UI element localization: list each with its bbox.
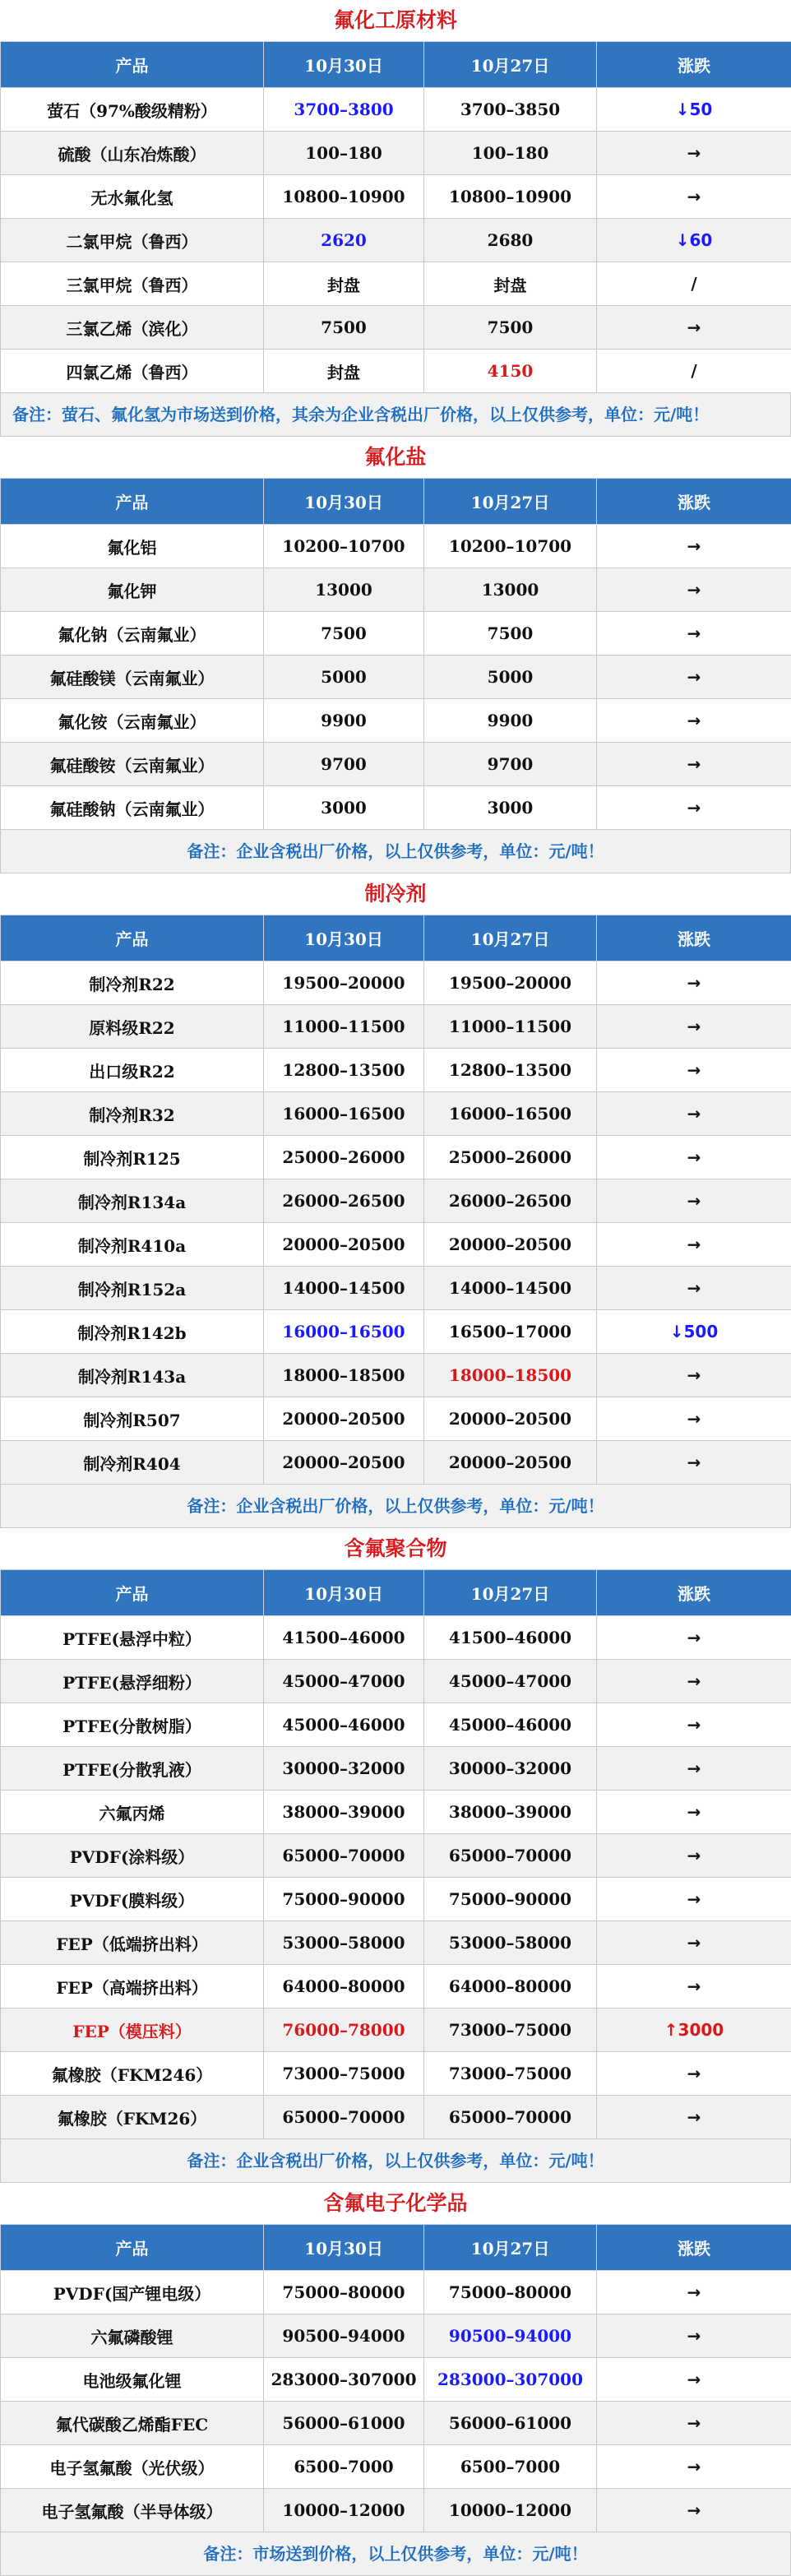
price-date-1-cell: 16000–16500: [264, 1092, 424, 1136]
change-cell: →: [597, 1136, 791, 1179]
price-table: [0, 41, 791, 393]
table-row: [1, 1791, 791, 1834]
price-date-1-cell: 5000: [264, 656, 424, 699]
product-name-cell: 三氯甲烷（鲁西）: [1, 262, 264, 306]
header-product: 产品: [1, 2225, 264, 2271]
change-cell: →: [597, 525, 791, 568]
table-row: [1, 1223, 791, 1267]
table-row: [1, 1267, 791, 1310]
price-date-1-cell: 45000–46000: [264, 1703, 424, 1747]
table-row: [1, 1354, 791, 1397]
price-date-2-cell: 18000–18500: [424, 1354, 597, 1397]
price-date-2-cell: 100–180: [424, 132, 597, 175]
table-row: [1, 1092, 791, 1136]
table-row: [1, 1616, 791, 1660]
table-row: [1, 1878, 791, 1921]
change-cell: →: [597, 699, 791, 743]
product-name-cell: 氟化钠（云南氟业）: [1, 612, 264, 656]
change-cell: →: [597, 961, 791, 1005]
product-name-cell: 制冷剂R142b: [1, 1310, 264, 1354]
change-cell: →: [597, 1223, 791, 1267]
product-name-cell: 制冷剂R143a: [1, 1354, 264, 1397]
change-cell: →: [597, 1267, 791, 1310]
change-cell: →: [597, 1397, 791, 1441]
table-row: [1, 1049, 791, 1092]
product-name-cell: 氟橡胶（FKM26）: [1, 2096, 264, 2139]
price-date-2-cell: 10800–10900: [424, 175, 597, 219]
header-date-2: 10月27日: [424, 1570, 597, 1616]
price-date-2-cell: 11000–11500: [424, 1005, 597, 1049]
price-date-1-cell: 20000–20500: [264, 1441, 424, 1485]
change-cell: →: [597, 1878, 791, 1921]
price-date-1-cell: 45000–47000: [264, 1660, 424, 1703]
price-date-1-cell: 9900: [264, 699, 424, 743]
product-name-cell: 制冷剂R410a: [1, 1223, 264, 1267]
product-name-cell: FEP（模压料）: [1, 2008, 264, 2052]
table-header-row: [1, 1570, 791, 1616]
header-product: 产品: [1, 42, 264, 88]
price-date-1-cell: 53000–58000: [264, 1921, 424, 1965]
price-date-2-cell: 16500–17000: [424, 1310, 597, 1354]
table-row: [1, 306, 791, 350]
change-cell: →: [597, 2445, 791, 2489]
price-date-1-cell: 75000–80000: [264, 2271, 424, 2314]
table-row: [1, 2445, 791, 2489]
price-date-2-cell: 7500: [424, 612, 597, 656]
price-date-2-cell: 6500–7000: [424, 2445, 597, 2489]
table-row: [1, 2402, 791, 2445]
product-name-cell: 出口级R22: [1, 1049, 264, 1092]
product-name-cell: FEP（低端挤出料）: [1, 1921, 264, 1965]
price-date-1-cell: 14000–14500: [264, 1267, 424, 1310]
price-date-1-cell: 20000–20500: [264, 1223, 424, 1267]
price-date-2-cell: 26000–26500: [424, 1179, 597, 1223]
change-cell: ↓50: [597, 88, 791, 132]
section-note: 备注：市场送到价格，以上仅供参考，单位：元/吨！: [0, 2532, 791, 2576]
product-name-cell: 制冷剂R125: [1, 1136, 264, 1179]
change-cell: →: [597, 1747, 791, 1791]
table-row: [1, 2008, 791, 2052]
price-table: [0, 478, 791, 830]
table-row: [1, 1397, 791, 1441]
price-date-1-cell: 9700: [264, 743, 424, 786]
table-row: [1, 1660, 791, 1703]
change-cell: →: [597, 1791, 791, 1834]
change-cell: ↑3000: [597, 2008, 791, 2052]
section-title: 氟化盐: [0, 437, 791, 478]
change-cell: →: [597, 568, 791, 612]
change-cell: →: [597, 656, 791, 699]
price-date-1-cell: 64000–80000: [264, 1965, 424, 2008]
price-date-2-cell: 30000–32000: [424, 1747, 597, 1791]
price-date-2-cell: 75000–90000: [424, 1878, 597, 1921]
price-date-2-cell: 封盘: [424, 262, 597, 306]
product-name-cell: 制冷剂R32: [1, 1092, 264, 1136]
table-row: [1, 656, 791, 699]
price-date-1-cell: 75000–90000: [264, 1878, 424, 1921]
price-date-1-cell: 38000–39000: [264, 1791, 424, 1834]
price-date-1-cell: 封盘: [264, 350, 424, 393]
table-row: [1, 568, 791, 612]
header-change: 涨跌: [597, 479, 791, 525]
change-cell: →: [597, 2489, 791, 2532]
table-row: [1, 262, 791, 306]
table-row: [1, 350, 791, 393]
table-row: [1, 2271, 791, 2314]
change-cell: →: [597, 743, 791, 786]
header-date-1: 10月30日: [264, 479, 424, 525]
header-product: 产品: [1, 915, 264, 961]
table-row: [1, 219, 791, 262]
price-date-2-cell: 7500: [424, 306, 597, 350]
price-date-1-cell: 封盘: [264, 262, 424, 306]
price-date-2-cell: 20000–20500: [424, 1223, 597, 1267]
header-date-2: 10月27日: [424, 479, 597, 525]
table-row: [1, 1747, 791, 1791]
price-date-2-cell: 25000–26000: [424, 1136, 597, 1179]
header-change: 涨跌: [597, 1570, 791, 1616]
table-row: [1, 525, 791, 568]
price-date-2-cell: 3000: [424, 786, 597, 830]
product-name-cell: 原料级R22: [1, 1005, 264, 1049]
price-date-1-cell: 16000–16500: [264, 1310, 424, 1354]
table-row: [1, 2314, 791, 2358]
price-date-1-cell: 100–180: [264, 132, 424, 175]
section-note: 备注：企业含税出厂价格，以上仅供参考，单位：元/吨！: [0, 830, 791, 873]
price-date-1-cell: 11000–11500: [264, 1005, 424, 1049]
product-name-cell: 制冷剂R404: [1, 1441, 264, 1485]
price-date-2-cell: 4150: [424, 350, 597, 393]
table-row: [1, 2052, 791, 2096]
price-date-1-cell: 65000–70000: [264, 2096, 424, 2139]
change-cell: →: [597, 1049, 791, 1092]
change-cell: →: [597, 2052, 791, 2096]
price-date-2-cell: 73000–75000: [424, 2052, 597, 2096]
price-date-2-cell: 75000–80000: [424, 2271, 597, 2314]
price-date-2-cell: 14000–14500: [424, 1267, 597, 1310]
price-date-2-cell: 10000–12000: [424, 2489, 597, 2532]
price-date-2-cell: 73000–75000: [424, 2008, 597, 2052]
section-note: 备注：企业含税出厂价格，以上仅供参考，单位：元/吨！: [0, 1485, 791, 1528]
table-row: [1, 961, 791, 1005]
change-cell: →: [597, 1354, 791, 1397]
change-cell: →: [597, 2402, 791, 2445]
change-cell: →: [597, 612, 791, 656]
table-row: [1, 1136, 791, 1179]
price-date-1-cell: 7500: [264, 612, 424, 656]
section-note: 备注：企业含税出厂价格，以上仅供参考，单位：元/吨！: [0, 2139, 791, 2183]
price-date-2-cell: 64000–80000: [424, 1965, 597, 2008]
product-name-cell: 氟橡胶（FKM246）: [1, 2052, 264, 2096]
product-name-cell: 萤石（97%酸级精粉）: [1, 88, 264, 132]
change-cell: →: [597, 2358, 791, 2402]
price-date-1-cell: 18000–18500: [264, 1354, 424, 1397]
table-row: [1, 1005, 791, 1049]
price-date-1-cell: 13000: [264, 568, 424, 612]
product-name-cell: PTFE(分散树脂）: [1, 1703, 264, 1747]
price-date-2-cell: 53000–58000: [424, 1921, 597, 1965]
change-cell: →: [597, 786, 791, 830]
price-date-1-cell: 73000–75000: [264, 2052, 424, 2096]
table-row: [1, 1703, 791, 1747]
price-date-2-cell: 20000–20500: [424, 1441, 597, 1485]
product-name-cell: 电子氢氟酸（半导体级）: [1, 2489, 264, 2532]
header-date-1: 10月30日: [264, 2225, 424, 2271]
price-date-1-cell: 3700–3800: [264, 88, 424, 132]
table-row: [1, 612, 791, 656]
price-date-1-cell: 3000: [264, 786, 424, 830]
section-title: 氟化工原材料: [0, 0, 791, 41]
change-cell: →: [597, 1005, 791, 1049]
section-title: 含氟聚合物: [0, 1528, 791, 1569]
table-row: [1, 132, 791, 175]
change-cell: →: [597, 1616, 791, 1660]
product-name-cell: 电子氢氟酸（光伏级）: [1, 2445, 264, 2489]
product-name-cell: 氟化铝: [1, 525, 264, 568]
header-product: 产品: [1, 479, 264, 525]
price-date-1-cell: 2620: [264, 219, 424, 262]
header-date-2: 10月27日: [424, 915, 597, 961]
change-cell: →: [597, 1965, 791, 2008]
price-date-2-cell: 9700: [424, 743, 597, 786]
product-name-cell: 氟化钾: [1, 568, 264, 612]
price-date-2-cell: 19500–20000: [424, 961, 597, 1005]
price-table: [0, 2224, 791, 2532]
product-name-cell: PTFE(悬浮中粒）: [1, 1616, 264, 1660]
table-row: [1, 1834, 791, 1878]
price-date-1-cell: 56000–61000: [264, 2402, 424, 2445]
product-name-cell: 制冷剂R152a: [1, 1267, 264, 1310]
price-date-2-cell: 20000–20500: [424, 1397, 597, 1441]
header-date-1: 10月30日: [264, 42, 424, 88]
price-date-2-cell: 5000: [424, 656, 597, 699]
price-date-1-cell: 20000–20500: [264, 1397, 424, 1441]
section-title: 含氟电子化学品: [0, 2183, 791, 2224]
change-cell: →: [597, 1834, 791, 1878]
section-title: 制冷剂: [0, 873, 791, 915]
product-name-cell: 六氟丙烯: [1, 1791, 264, 1834]
price-date-1-cell: 26000–26500: [264, 1179, 424, 1223]
header-date-1: 10月30日: [264, 915, 424, 961]
section-note: 备注：萤石、氟化氢为市场送到价格，其余为企业含税出厂价格，以上仅供参考，单位：元/吨！: [0, 393, 791, 437]
change-cell: →: [597, 1092, 791, 1136]
product-name-cell: 三氯乙烯（滨化）: [1, 306, 264, 350]
change-cell: →: [597, 2314, 791, 2358]
table-header-row: [1, 42, 791, 88]
table-row: [1, 1921, 791, 1965]
price-date-2-cell: 45000–47000: [424, 1660, 597, 1703]
product-name-cell: 制冷剂R507: [1, 1397, 264, 1441]
product-name-cell: FEP（高端挤出料）: [1, 1965, 264, 2008]
price-date-1-cell: 19500–20000: [264, 961, 424, 1005]
product-name-cell: 六氟磷酸锂: [1, 2314, 264, 2358]
price-date-1-cell: 25000–26000: [264, 1136, 424, 1179]
change-cell: →: [597, 306, 791, 350]
price-date-2-cell: 9900: [424, 699, 597, 743]
header-product: 产品: [1, 1570, 264, 1616]
price-date-2-cell: 38000–39000: [424, 1791, 597, 1834]
price-date-1-cell: 10200–10700: [264, 525, 424, 568]
header-change: 涨跌: [597, 42, 791, 88]
table-row: [1, 1310, 791, 1354]
change-cell: →: [597, 132, 791, 175]
change-cell: →: [597, 1660, 791, 1703]
table-row: [1, 699, 791, 743]
table-row: [1, 2489, 791, 2532]
header-change: 涨跌: [597, 2225, 791, 2271]
product-name-cell: 二氯甲烷（鲁西）: [1, 219, 264, 262]
product-name-cell: 四氯乙烯（鲁西）: [1, 350, 264, 393]
price-date-1-cell: 76000–78000: [264, 2008, 424, 2052]
change-cell: →: [597, 1179, 791, 1223]
price-date-1-cell: 10000–12000: [264, 2489, 424, 2532]
product-name-cell: 氟硅酸钠（云南氟业）: [1, 786, 264, 830]
header-change: 涨跌: [597, 915, 791, 961]
product-name-cell: 制冷剂R134a: [1, 1179, 264, 1223]
price-date-2-cell: 65000–70000: [424, 1834, 597, 1878]
header-date-2: 10月27日: [424, 2225, 597, 2271]
price-date-1-cell: 6500–7000: [264, 2445, 424, 2489]
change-cell: →: [597, 2096, 791, 2139]
change-cell: →: [597, 2271, 791, 2314]
change-cell: →: [597, 1921, 791, 1965]
product-name-cell: 氟代碳酸乙烯酯FEC: [1, 2402, 264, 2445]
table-header-row: [1, 479, 791, 525]
price-date-1-cell: 41500–46000: [264, 1616, 424, 1660]
price-date-2-cell: 3700–3850: [424, 88, 597, 132]
table-row: [1, 2096, 791, 2139]
price-table: [0, 915, 791, 1485]
price-date-2-cell: 90500–94000: [424, 2314, 597, 2358]
product-name-cell: PVDF(膜料级）: [1, 1878, 264, 1921]
table-row: [1, 1441, 791, 1485]
product-name-cell: PTFE(分散乳液）: [1, 1747, 264, 1791]
product-name-cell: 电池级氟化锂: [1, 2358, 264, 2402]
price-table: [0, 1569, 791, 2139]
product-name-cell: PVDF(涂料级）: [1, 1834, 264, 1878]
header-date-2: 10月27日: [424, 42, 597, 88]
price-date-1-cell: 12800–13500: [264, 1049, 424, 1092]
table-row: [1, 1179, 791, 1223]
change-cell: ↓60: [597, 219, 791, 262]
price-date-1-cell: 65000–70000: [264, 1834, 424, 1878]
price-date-1-cell: 30000–32000: [264, 1747, 424, 1791]
table-header-row: [1, 2225, 791, 2271]
price-date-2-cell: 56000–61000: [424, 2402, 597, 2445]
change-cell: →: [597, 1441, 791, 1485]
price-date-2-cell: 2680: [424, 219, 597, 262]
product-name-cell: 无水氟化氢: [1, 175, 264, 219]
change-cell: /: [597, 350, 791, 393]
price-date-1-cell: 90500–94000: [264, 2314, 424, 2358]
product-name-cell: 制冷剂R22: [1, 961, 264, 1005]
price-date-2-cell: 13000: [424, 568, 597, 612]
price-date-1-cell: 7500: [264, 306, 424, 350]
product-name-cell: PTFE(悬浮细粉）: [1, 1660, 264, 1703]
table-row: [1, 1965, 791, 2008]
change-cell: /: [597, 262, 791, 306]
price-date-1-cell: 10800–10900: [264, 175, 424, 219]
product-name-cell: PVDF(国产锂电级）: [1, 2271, 264, 2314]
price-date-2-cell: 65000–70000: [424, 2096, 597, 2139]
table-row: [1, 88, 791, 132]
product-name-cell: 氟硅酸铵（云南氟业）: [1, 743, 264, 786]
header-date-1: 10月30日: [264, 1570, 424, 1616]
price-date-2-cell: 10200–10700: [424, 525, 597, 568]
table-row: [1, 175, 791, 219]
price-date-2-cell: 41500–46000: [424, 1616, 597, 1660]
change-cell: →: [597, 1703, 791, 1747]
price-date-2-cell: 16000–16500: [424, 1092, 597, 1136]
change-cell: →: [597, 175, 791, 219]
table-row: [1, 743, 791, 786]
product-name-cell: 硫酸（山东冶炼酸）: [1, 132, 264, 175]
change-cell: ↓500: [597, 1310, 791, 1354]
price-date-1-cell: 283000–307000: [264, 2358, 424, 2402]
price-date-2-cell: 12800–13500: [424, 1049, 597, 1092]
product-name-cell: 氟硅酸镁（云南氟业）: [1, 656, 264, 699]
table-row: [1, 2358, 791, 2402]
table-row: [1, 786, 791, 830]
product-name-cell: 氟化铵（云南氟业）: [1, 699, 264, 743]
price-date-2-cell: 45000–46000: [424, 1703, 597, 1747]
table-header-row: [1, 915, 791, 961]
price-date-2-cell: 283000–307000: [424, 2358, 597, 2402]
